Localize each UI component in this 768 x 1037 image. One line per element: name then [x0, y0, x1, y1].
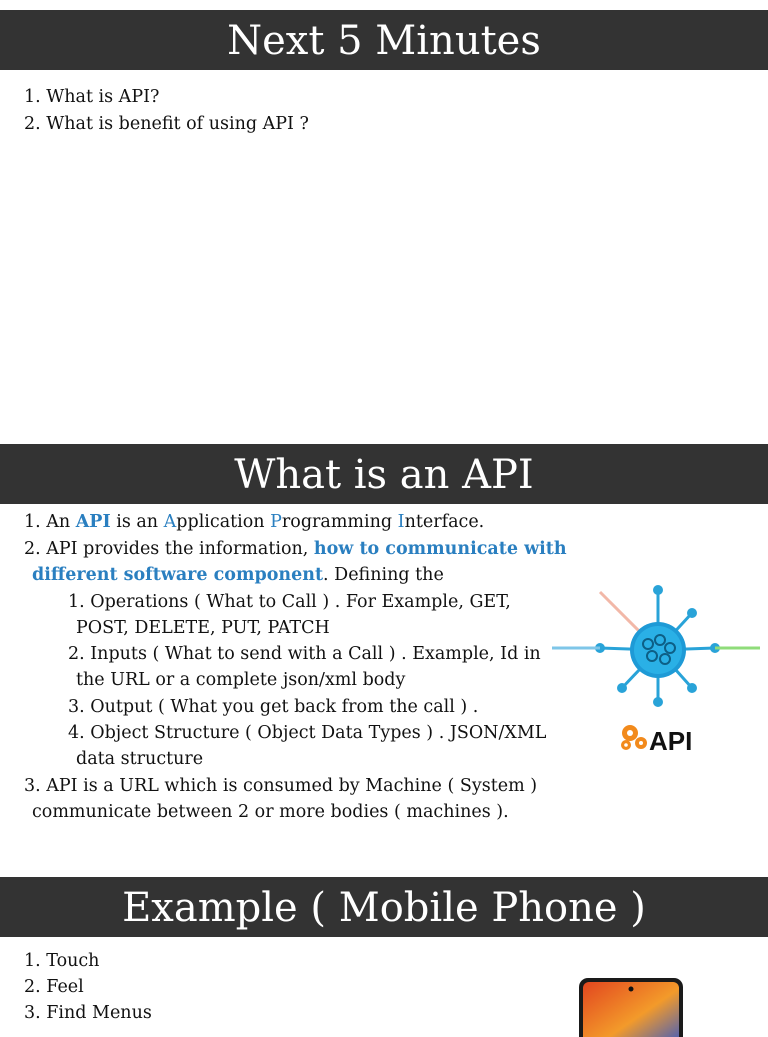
item1-letter-a: A [163, 512, 177, 532]
sub-item-2: 2. Inputs ( What to send with a Call ) . Example, Id in [68, 644, 541, 664]
item1-text: 1. An [24, 512, 76, 532]
item1-text: pplication [176, 512, 271, 532]
slide2-item-2-line-1 [24, 538, 567, 560]
sub-item-4: 4. Object Structure ( Object Data Types ) . JSON/XML [68, 723, 547, 743]
sub-item-4-cont: data structure [76, 749, 204, 769]
item2-text: 2. API provides the information, [24, 539, 314, 559]
item1-text: is an [110, 512, 164, 532]
slide2-title: What is an API [0, 444, 768, 504]
mobile-phone-image [578, 977, 684, 1037]
item1-text: rogramming [281, 512, 398, 532]
sub-item-1-cont: POST, DELETE, PUT, PATCH [76, 618, 330, 638]
slide3-item-1: 1. Touch [24, 951, 100, 971]
slide2-item-1 [24, 511, 484, 533]
slide1-item-1: 1. What is API? [24, 87, 160, 107]
slide1-title: Next 5 Minutes [0, 10, 768, 70]
item2-text: . Defining the [323, 565, 444, 585]
item2-highlight: different software component [32, 565, 324, 585]
api-hub-illustration [552, 580, 764, 760]
slide2-item-2-line-2 [32, 564, 444, 586]
sub-item-3: 3. Output ( What you get back from the call ) . [68, 697, 479, 717]
item2-highlight: how to communicate with [313, 539, 567, 559]
slide3-item-3: 3. Find Menus [24, 1003, 152, 1023]
sub-item-1: 1. Operations ( What to Call ) . For Example, GET, [68, 592, 511, 612]
item1-letter-p: P [270, 512, 282, 532]
gear-icon [621, 725, 647, 750]
slide2-item-3-line-1: 3. API is a URL which is consumed by Machine ( System ) [24, 776, 538, 796]
slide2-item-3-line-2: communicate between 2 or more bodies ( machines ). [32, 802, 509, 822]
sub-item-2-cont: the URL or a complete json/xml body [76, 670, 406, 690]
slide3-item-2: 2. Feel [24, 977, 84, 997]
slide3-title: Example ( Mobile Phone ) [0, 877, 768, 937]
item1-text: nterface. [404, 512, 485, 532]
item1-letter-i: I [397, 512, 405, 532]
item1-api: API [75, 512, 111, 532]
slide1-item-2: 2. What is benefit of using API ? [24, 114, 309, 134]
api-graphic-label: API [649, 726, 693, 756]
